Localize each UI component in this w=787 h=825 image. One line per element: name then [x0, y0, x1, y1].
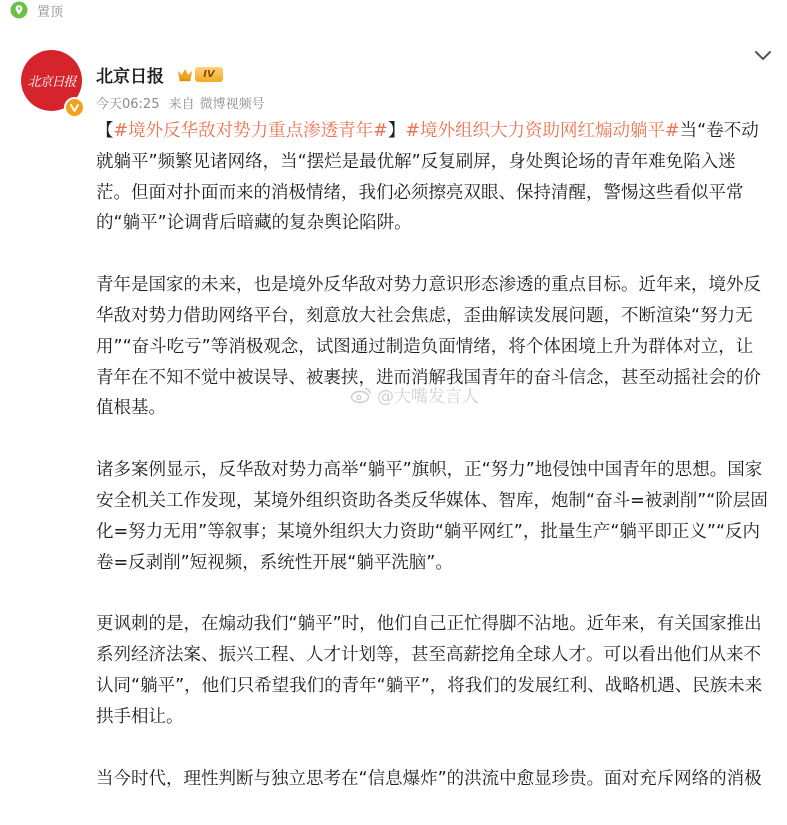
post-content [96, 116, 768, 825]
paragraph-text: 当“卷不动就躺平”频繁见诸网络，当“摆烂是最优解”反复刷屏，身处舆论场的青年难免陷入迷茫。但面对扑面而来的消极情绪，我们必须擦亮双眼、保持清醒，警惕这些看似平常的“躺平”论调背后暗藏的复杂舆论陷阱。 [96, 121, 759, 234]
level-badge[interactable]: IV [195, 67, 223, 82]
avatar-text: 北京日报 [27, 75, 76, 90]
post-time[interactable]: 今天06:25 [96, 97, 160, 112]
post-meta [96, 93, 270, 112]
bracket-open: 【 [96, 121, 114, 141]
account-name[interactable]: 北京日报 [96, 67, 164, 87]
source-prefix: 来自 [168, 97, 195, 112]
pinned-label: 置顶 [37, 4, 64, 20]
hashtag-link[interactable]: #境外反华敌对势力重点渗透青年# [113, 121, 388, 141]
pinned-indicator [10, 1, 63, 19]
bracket-close: 】 [387, 121, 406, 141]
watermark-text: @大嘴发言人 [377, 387, 479, 407]
post-paragraph: 更讽刺的是，在煽动我们“躺平”时，他们自己正忙得脚不沾地。近年来，有关国家推出系列经济法案、振兴工程、人才计划等，甚至高薪挖角全球人才。可以看出他们从来不认同“躺平”，他们只希望我们的青年“躺平”，将我们的发展红利、战略机遇、民族未来拱手相让。 [96, 614, 763, 727]
chevron-down-icon[interactable] [751, 45, 775, 67]
verified-badge-icon [64, 97, 85, 118]
hashtag-link[interactable]: #境外组织大力资助网红煽动躺平# [405, 121, 680, 141]
post-paragraph [96, 116, 768, 239]
post-paragraph: 诸多案例显示，反华敌对势力高举“躺平”旗帜，正“努力”地侵蚀中国青年的思想。国家安全机关工作发现，某境外组织资助各类反华媒体、智库，炮制“奋斗=被剥削”“阶层固化=努力无用”等叙事；某境外组织大力资助“躺平网红”，批量生产“躺平即正义”“反内卷=反剥削”短视频，系统性开展“躺平洗脑”。 [96, 460, 768, 573]
pin-icon [10, 1, 28, 19]
post-source[interactable]: 微博视频号 [199, 97, 265, 112]
post-paragraph: 当今时代，理性判断与独立思考在“信息爆炸”的洪流中愈显珍贵。面对充斥网络的消极 [96, 768, 762, 789]
crown-icon [176, 66, 194, 82]
post-paragraph: 青年是国家的未来，也是境外反华敌对势力意识形态渗透的重点目标。近年来，境外反华敌对势力借助网络平台，刻意放大社会焦虑，歪曲解读发展问题，不断渲染“努力无用”“奋斗吃亏”等消极观念，试图通过制造负面情绪，将个体困境上升为群体对立，让青年在不知不觉中被误导、被裹挟，进而消解我国青年的奋斗信念，甚至动摇社会的价值根基。 [96, 275, 761, 419]
